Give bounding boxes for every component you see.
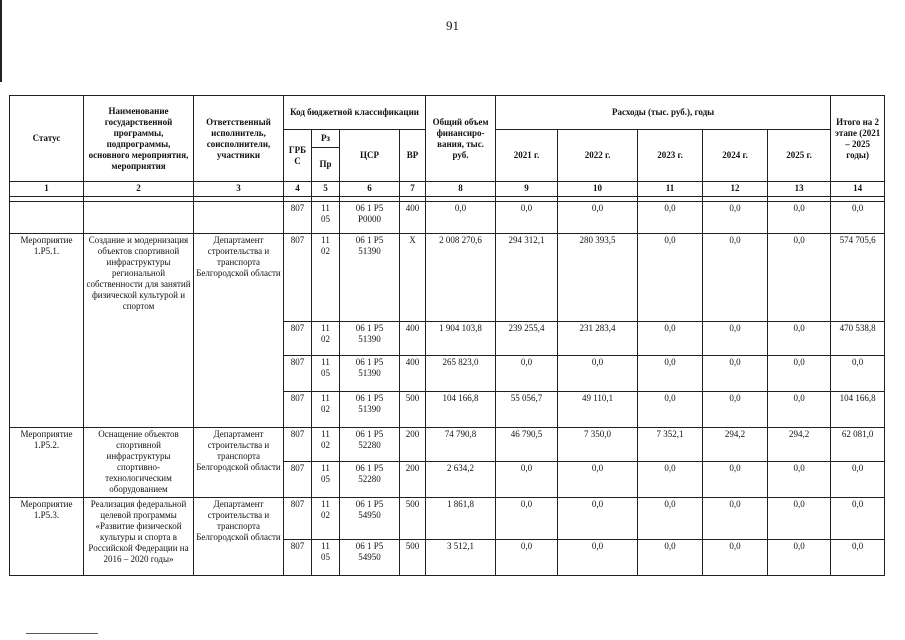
row-responsible: Департамент строительства и транспорта Белгородской области (194, 428, 284, 498)
cell-vr: 200 (400, 428, 426, 462)
header-2023: 2023 г. (638, 130, 703, 182)
cell-y2024: 0,0 (703, 234, 768, 322)
cell-y2022: 49 110,1 (558, 392, 638, 428)
cell-y2022: 231 283,4 (558, 322, 638, 356)
cell-itogo: 0,0 (831, 462, 885, 498)
cell-grbs: 807 (284, 428, 312, 462)
table-row (10, 498, 885, 540)
column-number: 4 (284, 182, 312, 197)
cell-total: 74 790,8 (426, 428, 496, 462)
cell-y2022: 0,0 (558, 498, 638, 540)
row-status: Мероприятие 1.Р5.1. (10, 234, 84, 428)
cell-total: 0,0 (426, 202, 496, 234)
cell-grbs: 807 (284, 322, 312, 356)
cell-csr-line2: 51390 (358, 246, 381, 256)
row-responsible: Департамент строительства и транспорта Белгородской области (194, 234, 284, 428)
cell-grbs: 807 (284, 234, 312, 322)
cell-rz: 11 (321, 463, 330, 473)
cell-csr-line1: 06 1 Р5 (355, 499, 384, 509)
cell-csr (340, 202, 400, 234)
cell-rz-pr (312, 540, 340, 576)
column-number: 13 (768, 182, 831, 197)
cell-csr-line2: 51390 (358, 334, 381, 344)
cell-grbs: 807 (284, 540, 312, 576)
cell-y2023: 0,0 (638, 540, 703, 576)
cell-grbs: 807 (284, 202, 312, 234)
cell-rz: 11 (321, 323, 330, 333)
column-number: 3 (194, 182, 284, 197)
cell-y2023: 0,0 (638, 392, 703, 428)
row-name (84, 202, 194, 234)
cell-y2024: 0,0 (703, 540, 768, 576)
cell-grbs: 807 (284, 392, 312, 428)
cell-rz: 11 (321, 203, 330, 213)
row-name: Создание и модернизация объектов спортивной инфраструктуры региональной собственности для занятий физической культурой и спортом (84, 234, 194, 428)
cell-csr-line1: 06 1 Р5 (355, 463, 384, 473)
column-number: 2 (84, 182, 194, 197)
cell-rz-pr (312, 322, 340, 356)
cell-y2023: 0,0 (638, 498, 703, 540)
cell-vr: 400 (400, 202, 426, 234)
cell-grbs: 807 (284, 462, 312, 498)
cell-itogo: 470 538,8 (831, 322, 885, 356)
cell-rz-pr (312, 392, 340, 428)
cell-rz: 11 (321, 393, 330, 403)
cell-y2025: 0,0 (768, 462, 831, 498)
cell-y2024: 0,0 (703, 356, 768, 392)
cell-itogo: 0,0 (831, 202, 885, 234)
cell-itogo: 0,0 (831, 356, 885, 392)
cell-y2024: 0,0 (703, 322, 768, 356)
cell-vr: 500 (400, 540, 426, 576)
cell-pr: 02 (321, 440, 330, 450)
row-status (10, 202, 84, 234)
cell-y2023: 0,0 (638, 202, 703, 234)
column-number: 5 (312, 182, 340, 197)
cell-csr (340, 234, 400, 322)
cell-csr (340, 540, 400, 576)
cell-rz-pr (312, 356, 340, 392)
cell-grbs: 807 (284, 498, 312, 540)
cell-csr (340, 428, 400, 462)
cell-y2021: 0,0 (496, 462, 558, 498)
table-row (10, 428, 885, 462)
cell-total: 1 861,8 (426, 498, 496, 540)
column-number: 8 (426, 182, 496, 197)
cell-total: 2 634,2 (426, 462, 496, 498)
column-number: 10 (558, 182, 638, 197)
header-status: Статус (10, 96, 84, 182)
cell-pr: 02 (321, 246, 330, 256)
cell-csr-line1: 06 1 Р5 (355, 203, 384, 213)
cell-rz-pr (312, 428, 340, 462)
header-grbs: ГРБ С (284, 130, 312, 182)
column-number: 9 (496, 182, 558, 197)
header-rz: Рз (312, 130, 340, 148)
cell-y2025: 0,0 (768, 322, 831, 356)
row-name: Реализация федеральной целевой программы «Развитие физической культуры и спорта в Российской Федерации на 2016 – 2020 годы» (84, 498, 194, 576)
cell-y2022: 0,0 (558, 462, 638, 498)
cell-csr-line2: Р0000 (357, 214, 381, 224)
cell-pr: 02 (321, 404, 330, 414)
cell-csr-line2: 54950 (358, 510, 381, 520)
cell-rz: 11 (321, 235, 330, 245)
cell-total: 265 823,0 (426, 356, 496, 392)
column-number: 7 (400, 182, 426, 197)
cell-pr: 05 (321, 214, 330, 224)
cell-y2025: 0,0 (768, 356, 831, 392)
cell-y2022: 0,0 (558, 540, 638, 576)
cell-total: 2 008 270,6 (426, 234, 496, 322)
cell-pr: 02 (321, 334, 330, 344)
header-2021: 2021 г. (496, 130, 558, 182)
cell-y2024: 294,2 (703, 428, 768, 462)
row-status: Мероприятие 1.Р5.3. (10, 498, 84, 576)
row-responsible (194, 202, 284, 234)
cell-csr (340, 498, 400, 540)
cell-csr-line2: 52280 (358, 440, 381, 450)
row-name: Оснащение объектов спортивной инфраструктуры спортивно-технологическим оборудованием (84, 428, 194, 498)
cell-y2022: 7 350,0 (558, 428, 638, 462)
cell-y2024: 0,0 (703, 462, 768, 498)
cell-rz: 11 (321, 541, 330, 551)
row-responsible: Департамент строительства и транспорта Белгородской области (194, 498, 284, 576)
cell-y2025: 0,0 (768, 202, 831, 234)
cell-csr (340, 462, 400, 498)
cell-pr: 05 (321, 552, 330, 562)
cell-total: 1 904 103,8 (426, 322, 496, 356)
cell-vr: Х (400, 234, 426, 322)
header-vr: ВР (400, 130, 426, 182)
cell-y2022: 280 393,5 (558, 234, 638, 322)
cell-rz-pr (312, 462, 340, 498)
cell-rz: 11 (321, 429, 330, 439)
cell-csr-line1: 06 1 Р5 (355, 235, 384, 245)
cell-y2024: 0,0 (703, 498, 768, 540)
header-2025: 2025 г. (768, 130, 831, 182)
cell-y2021: 0,0 (496, 540, 558, 576)
column-number: 11 (638, 182, 703, 197)
cell-y2021: 55 056,7 (496, 392, 558, 428)
cell-rz: 11 (321, 357, 330, 367)
budget-table (9, 95, 885, 576)
header-total-financing: Общий объем финансиро-вания, тыс. руб. (426, 96, 496, 182)
cell-total: 3 512,1 (426, 540, 496, 576)
cell-pr: 02 (321, 510, 330, 520)
cell-csr-line2: 54950 (358, 552, 381, 562)
cell-vr: 500 (400, 498, 426, 540)
cell-y2025: 0,0 (768, 392, 831, 428)
cell-y2021: 0,0 (496, 202, 558, 234)
header-2024: 2024 г. (703, 130, 768, 182)
row-status: Мероприятие 1.Р5.2. (10, 428, 84, 498)
cell-csr-line2: 52280 (358, 474, 381, 484)
cell-csr-line1: 06 1 Р5 (355, 393, 384, 403)
cell-rz: 11 (321, 499, 330, 509)
cell-rz-pr (312, 202, 340, 234)
cell-grbs: 807 (284, 356, 312, 392)
cell-y2023: 0,0 (638, 234, 703, 322)
cell-y2021: 294 312,1 (496, 234, 558, 322)
cell-y2021: 46 790,5 (496, 428, 558, 462)
cell-csr-line1: 06 1 Р5 (355, 323, 384, 333)
cell-y2023: 0,0 (638, 322, 703, 356)
column-number: 14 (831, 182, 885, 197)
column-numbers-row (10, 182, 885, 197)
cell-itogo: 62 081,0 (831, 428, 885, 462)
cell-itogo: 104 166,8 (831, 392, 885, 428)
header-responsible: Ответственный исполнитель, соисполнители, участники (194, 96, 284, 182)
cell-vr: 200 (400, 462, 426, 498)
cell-vr: 500 (400, 392, 426, 428)
cell-y2025: 0,0 (768, 234, 831, 322)
cell-csr-line1: 06 1 Р5 (355, 357, 384, 367)
cell-y2025: 294,2 (768, 428, 831, 462)
cell-csr (340, 392, 400, 428)
page-number: 91 (446, 18, 459, 33)
footnote-rule (26, 633, 98, 634)
header-name: Наименование государственной программы, подпрограммы, основного мероприятия, мероприятия (84, 96, 194, 182)
cell-pr: 05 (321, 368, 330, 378)
cell-vr: 400 (400, 356, 426, 392)
cell-y2025: 0,0 (768, 540, 831, 576)
left-margin-rule (0, 0, 2, 82)
column-number: 1 (10, 182, 84, 197)
header-2022: 2022 г. (558, 130, 638, 182)
cell-y2021: 239 255,4 (496, 322, 558, 356)
header-budget-code: Код бюджетной классификации (284, 96, 426, 130)
cell-y2025: 0,0 (768, 498, 831, 540)
cell-csr (340, 322, 400, 356)
cell-rz-pr (312, 498, 340, 540)
cell-y2021: 0,0 (496, 356, 558, 392)
cell-vr: 400 (400, 322, 426, 356)
table-row (10, 202, 885, 234)
cell-csr-line2: 51390 (358, 368, 381, 378)
cell-y2023: 7 352,1 (638, 428, 703, 462)
cell-csr-line1: 06 1 Р5 (355, 429, 384, 439)
cell-itogo: 0,0 (831, 540, 885, 576)
cell-y2023: 0,0 (638, 356, 703, 392)
cell-total: 104 166,8 (426, 392, 496, 428)
cell-pr: 05 (321, 474, 330, 484)
cell-itogo: 574 705,6 (831, 234, 885, 322)
cell-y2024: 0,0 (703, 202, 768, 234)
column-number: 6 (340, 182, 400, 197)
cell-rz-pr (312, 234, 340, 322)
cell-y2022: 0,0 (558, 356, 638, 392)
cell-y2024: 0,0 (703, 392, 768, 428)
cell-csr-line1: 06 1 Р5 (355, 541, 384, 551)
header-csr: ЦСР (340, 130, 400, 182)
cell-csr (340, 356, 400, 392)
header-pr: Пр (312, 148, 340, 182)
column-number: 12 (703, 182, 768, 197)
header-expenses: Расходы (тыс. руб.), годы (496, 96, 831, 130)
cell-y2023: 0,0 (638, 462, 703, 498)
cell-csr-line2: 51390 (358, 404, 381, 414)
table-row (10, 234, 885, 322)
cell-y2022: 0,0 (558, 202, 638, 234)
cell-itogo: 0,0 (831, 498, 885, 540)
cell-y2021: 0,0 (496, 498, 558, 540)
header-itogo: Итого на 2 этапе (2021 – 2025 годы) (831, 96, 885, 182)
